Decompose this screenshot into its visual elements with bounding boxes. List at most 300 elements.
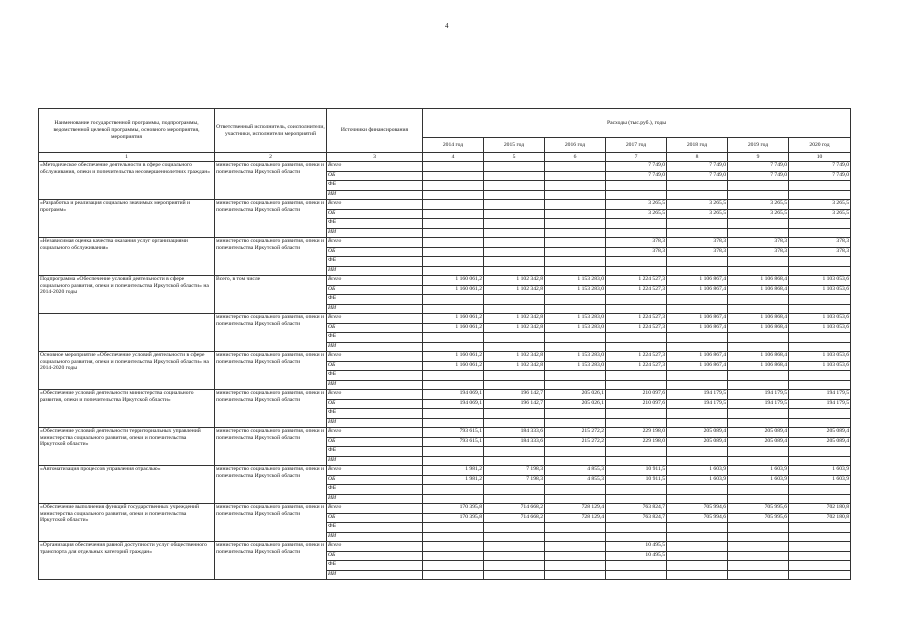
amount-cell: 205 089,4 bbox=[667, 428, 728, 438]
amount-cell bbox=[545, 485, 606, 495]
amount-cell: 1 160 061,2 bbox=[423, 352, 484, 362]
amount-cell bbox=[606, 418, 667, 428]
amount-cell bbox=[728, 257, 789, 267]
amount-cell bbox=[606, 409, 667, 419]
amount-cell: 194 179,5 bbox=[789, 399, 851, 409]
funding-source: ФБ bbox=[327, 295, 423, 305]
amount-cell bbox=[667, 266, 728, 276]
item-name: «Разработка и реализация социально значимых мероприятий и программ» bbox=[39, 200, 215, 238]
amount-cell bbox=[423, 266, 484, 276]
amount-cell: 210 097,6 bbox=[606, 399, 667, 409]
amount-cell bbox=[728, 342, 789, 352]
amount-cell: 3 265,5 bbox=[728, 200, 789, 210]
amount-cell bbox=[484, 257, 545, 267]
amount-cell: 1 224 527,3 bbox=[606, 276, 667, 286]
amount-cell: 1 102 342,8 bbox=[484, 352, 545, 362]
amount-cell: 194 179,5 bbox=[667, 399, 728, 409]
amount-cell bbox=[423, 238, 484, 248]
amount-cell bbox=[545, 418, 606, 428]
item-responsible: министерство социального развития, опеки и попечительства Иркутской области bbox=[215, 390, 327, 428]
amount-cell bbox=[728, 485, 789, 495]
header-year: 2016 год bbox=[545, 138, 606, 153]
amount-cell: 196 142,7 bbox=[484, 390, 545, 400]
header-sources: Источники финансирования bbox=[327, 109, 423, 153]
amount-cell bbox=[728, 494, 789, 504]
amount-cell: 205 026,1 bbox=[545, 399, 606, 409]
amount-cell bbox=[728, 456, 789, 466]
funding-source: ОБ bbox=[327, 475, 423, 485]
header-index: 5 bbox=[484, 153, 545, 162]
item-name: «Независимая оценка качества оказания услуг организациями социального обслуживания» bbox=[39, 238, 215, 276]
funding-source: ОБ bbox=[327, 171, 423, 181]
amount-cell bbox=[667, 494, 728, 504]
amount-cell bbox=[789, 570, 851, 580]
amount-cell: 714 668,2 bbox=[484, 513, 545, 523]
amount-cell: 194 179,5 bbox=[728, 390, 789, 400]
amount-cell bbox=[789, 257, 851, 267]
header-name: Наименование государственной программы, подпрограммы, ведомственной целевой программы, основного мероприятия, мероприятия bbox=[39, 109, 215, 153]
amount-cell bbox=[423, 485, 484, 495]
amount-cell: 1 981,2 bbox=[423, 475, 484, 485]
amount-cell: 1 106 867,4 bbox=[667, 352, 728, 362]
amount-cell bbox=[789, 456, 851, 466]
amount-cell: 10 911,5 bbox=[606, 475, 667, 485]
amount-cell: 1 224 527,3 bbox=[606, 352, 667, 362]
amount-cell: 170 395,8 bbox=[423, 513, 484, 523]
funding-source: ФБ bbox=[327, 219, 423, 229]
amount-cell: 205 089,4 bbox=[667, 437, 728, 447]
amount-cell: 184 333,6 bbox=[484, 437, 545, 447]
amount-cell bbox=[423, 494, 484, 504]
amount-cell bbox=[545, 333, 606, 343]
amount-cell: 7 749,0 bbox=[667, 162, 728, 172]
amount-cell bbox=[789, 371, 851, 381]
item-name: «Организация обеспечения равной доступности услуг общественного транспорта для отдельных категорий граждан» bbox=[39, 542, 215, 580]
amount-cell: 793 615,1 bbox=[423, 437, 484, 447]
amount-cell bbox=[545, 209, 606, 219]
amount-cell: 1 160 061,2 bbox=[423, 323, 484, 333]
amount-cell: 1 106 867,4 bbox=[667, 276, 728, 286]
amount-cell bbox=[545, 219, 606, 229]
amount-cell: 1 106 867,4 bbox=[667, 361, 728, 371]
amount-cell bbox=[484, 409, 545, 419]
funding-source: ИИ bbox=[327, 456, 423, 466]
funding-source: Всего bbox=[327, 542, 423, 552]
amount-cell bbox=[484, 171, 545, 181]
funding-source: Всего bbox=[327, 504, 423, 514]
amount-cell: 702 180,8 bbox=[789, 504, 851, 514]
amount-cell: 1 603,9 bbox=[667, 475, 728, 485]
amount-cell: 3 265,5 bbox=[728, 209, 789, 219]
item-responsible: Всего, в том числе bbox=[215, 276, 327, 314]
amount-cell: 1 106 867,4 bbox=[667, 314, 728, 324]
amount-cell bbox=[423, 257, 484, 267]
amount-cell bbox=[423, 228, 484, 238]
amount-cell bbox=[606, 532, 667, 542]
amount-cell bbox=[789, 532, 851, 542]
amount-cell bbox=[606, 257, 667, 267]
amount-cell bbox=[606, 295, 667, 305]
amount-cell bbox=[484, 570, 545, 580]
amount-cell bbox=[484, 219, 545, 229]
amount-cell: 1 103 053,6 bbox=[789, 323, 851, 333]
amount-cell bbox=[667, 561, 728, 571]
amount-cell bbox=[728, 304, 789, 314]
amount-cell: 205 089,4 bbox=[728, 428, 789, 438]
amount-cell: 1 160 061,2 bbox=[423, 314, 484, 324]
amount-cell: 705 995,6 bbox=[728, 513, 789, 523]
amount-cell bbox=[789, 447, 851, 457]
amount-cell bbox=[545, 238, 606, 248]
amount-cell bbox=[606, 371, 667, 381]
amount-cell: 1 153 283,0 bbox=[545, 352, 606, 362]
funding-source: ОБ bbox=[327, 437, 423, 447]
amount-cell bbox=[484, 266, 545, 276]
amount-cell bbox=[728, 181, 789, 191]
amount-cell: 1 603,9 bbox=[667, 466, 728, 476]
amount-cell bbox=[728, 333, 789, 343]
amount-cell: 7 749,0 bbox=[728, 171, 789, 181]
amount-cell bbox=[728, 418, 789, 428]
item-responsible: министерство социального развития, опеки и попечительства Иркутской области bbox=[215, 238, 327, 276]
amount-cell: 7 749,0 bbox=[606, 171, 667, 181]
amount-cell bbox=[484, 418, 545, 428]
amount-cell: 1 102 342,8 bbox=[484, 276, 545, 286]
amount-cell bbox=[423, 247, 484, 257]
amount-cell bbox=[789, 409, 851, 419]
amount-cell: 215 272,2 bbox=[545, 437, 606, 447]
amount-cell bbox=[667, 551, 728, 561]
amount-cell: 1 103 053,6 bbox=[789, 276, 851, 286]
amount-cell bbox=[606, 304, 667, 314]
funding-source: ИИ bbox=[327, 304, 423, 314]
amount-cell bbox=[667, 409, 728, 419]
amount-cell: 378,3 bbox=[728, 238, 789, 248]
header-index: 8 bbox=[667, 153, 728, 162]
amount-cell bbox=[484, 295, 545, 305]
amount-cell: 7 749,0 bbox=[789, 162, 851, 172]
amount-cell bbox=[728, 532, 789, 542]
item-responsible: министерство социального развития, опеки и попечительства Иркутской области bbox=[215, 314, 327, 352]
table-row bbox=[39, 276, 851, 286]
amount-cell bbox=[667, 570, 728, 580]
funding-source: ОБ bbox=[327, 285, 423, 295]
funding-source: ИИ bbox=[327, 266, 423, 276]
amount-cell: 170 395,8 bbox=[423, 504, 484, 514]
funding-source: ИИ bbox=[327, 190, 423, 200]
amount-cell bbox=[545, 228, 606, 238]
amount-cell bbox=[423, 447, 484, 457]
amount-cell: 1 102 342,8 bbox=[484, 314, 545, 324]
amount-cell: 3 265,5 bbox=[606, 209, 667, 219]
table-row bbox=[39, 200, 851, 210]
amount-cell: 378,3 bbox=[667, 247, 728, 257]
amount-cell bbox=[667, 257, 728, 267]
amount-cell: 4 855,3 bbox=[545, 475, 606, 485]
amount-cell: 1 106 868,4 bbox=[728, 314, 789, 324]
amount-cell: 705 995,6 bbox=[728, 504, 789, 514]
amount-cell bbox=[545, 371, 606, 381]
amount-cell: 763 824,7 bbox=[606, 513, 667, 523]
amount-cell: 378,3 bbox=[789, 247, 851, 257]
amount-cell: 194 179,5 bbox=[728, 399, 789, 409]
amount-cell: 1 153 283,0 bbox=[545, 323, 606, 333]
amount-cell: 3 265,5 bbox=[789, 209, 851, 219]
amount-cell bbox=[728, 228, 789, 238]
funding-source: ИИ bbox=[327, 380, 423, 390]
funding-source: Всего bbox=[327, 162, 423, 172]
amount-cell bbox=[423, 523, 484, 533]
amount-cell: 194 069,1 bbox=[423, 390, 484, 400]
amount-cell bbox=[484, 238, 545, 248]
amount-cell bbox=[545, 257, 606, 267]
amount-cell bbox=[667, 295, 728, 305]
amount-cell bbox=[789, 181, 851, 191]
item-responsible: министерство социального развития, опеки и попечительства Иркутской области bbox=[215, 428, 327, 466]
amount-cell bbox=[423, 561, 484, 571]
amount-cell bbox=[545, 542, 606, 552]
header-year: 2015 год bbox=[484, 138, 545, 153]
funding-source: ИИ bbox=[327, 228, 423, 238]
amount-cell: 378,3 bbox=[789, 238, 851, 248]
amount-cell bbox=[606, 219, 667, 229]
amount-cell bbox=[728, 570, 789, 580]
amount-cell: 3 265,5 bbox=[606, 200, 667, 210]
amount-cell: 205 089,4 bbox=[789, 437, 851, 447]
amount-cell: 1 153 283,0 bbox=[545, 314, 606, 324]
amount-cell: 378,3 bbox=[606, 247, 667, 257]
amount-cell: 229 198,0 bbox=[606, 437, 667, 447]
header-index: 4 bbox=[423, 153, 484, 162]
amount-cell bbox=[606, 181, 667, 191]
table-row bbox=[39, 314, 851, 324]
amount-cell: 194 179,5 bbox=[789, 390, 851, 400]
amount-cell bbox=[728, 219, 789, 229]
amount-cell: 1 603,9 bbox=[789, 475, 851, 485]
amount-cell bbox=[728, 561, 789, 571]
amount-cell bbox=[545, 409, 606, 419]
amount-cell bbox=[667, 219, 728, 229]
amount-cell bbox=[484, 447, 545, 457]
amount-cell: 714 668,2 bbox=[484, 504, 545, 514]
funding-source: Всего bbox=[327, 466, 423, 476]
header-index: 6 bbox=[545, 153, 606, 162]
funding-source: Всего bbox=[327, 200, 423, 210]
amount-cell bbox=[423, 181, 484, 191]
amount-cell bbox=[606, 456, 667, 466]
amount-cell bbox=[423, 171, 484, 181]
amount-cell: 1 103 053,6 bbox=[789, 314, 851, 324]
amount-cell bbox=[606, 561, 667, 571]
amount-cell bbox=[423, 570, 484, 580]
amount-cell bbox=[789, 219, 851, 229]
amount-cell bbox=[728, 371, 789, 381]
amount-cell bbox=[423, 304, 484, 314]
funding-source: ОБ bbox=[327, 551, 423, 561]
table-row bbox=[39, 428, 851, 438]
funding-source: Всего bbox=[327, 314, 423, 324]
amount-cell bbox=[789, 380, 851, 390]
amount-cell bbox=[667, 228, 728, 238]
amount-cell bbox=[423, 333, 484, 343]
funding-source: ОБ bbox=[327, 323, 423, 333]
amount-cell bbox=[484, 162, 545, 172]
item-name: «Автоматизация процессов управления отраслью» bbox=[39, 466, 215, 504]
amount-cell bbox=[484, 333, 545, 343]
amount-cell bbox=[423, 295, 484, 305]
amount-cell bbox=[484, 247, 545, 257]
amount-cell bbox=[545, 342, 606, 352]
amount-cell: 205 089,4 bbox=[728, 437, 789, 447]
item-responsible: министерство социального развития, опеки и попечительства Иркутской области bbox=[215, 162, 327, 200]
amount-cell bbox=[667, 304, 728, 314]
amount-cell bbox=[545, 532, 606, 542]
amount-cell bbox=[484, 228, 545, 238]
amount-cell: 1 102 342,8 bbox=[484, 361, 545, 371]
amount-cell bbox=[789, 228, 851, 238]
amount-cell bbox=[545, 266, 606, 276]
table-row bbox=[39, 542, 851, 552]
funding-source: ФБ bbox=[327, 485, 423, 495]
amount-cell: 4 855,3 bbox=[545, 466, 606, 476]
amount-cell bbox=[789, 418, 851, 428]
item-responsible: министерство социального развития, опеки и попечительства Иркутской области bbox=[215, 542, 327, 580]
amount-cell bbox=[667, 342, 728, 352]
amount-cell: 7 749,0 bbox=[728, 162, 789, 172]
amount-cell bbox=[423, 551, 484, 561]
funding-source: ФБ bbox=[327, 181, 423, 191]
amount-cell bbox=[606, 485, 667, 495]
amount-cell bbox=[484, 181, 545, 191]
amount-cell: 705 994,6 bbox=[667, 513, 728, 523]
amount-cell: 378,3 bbox=[606, 238, 667, 248]
amount-cell bbox=[423, 209, 484, 219]
amount-cell bbox=[423, 409, 484, 419]
amount-cell: 1 153 283,0 bbox=[545, 361, 606, 371]
amount-cell bbox=[606, 190, 667, 200]
header-year: 2017 год bbox=[606, 138, 667, 153]
amount-cell bbox=[606, 342, 667, 352]
amount-cell bbox=[606, 333, 667, 343]
amount-cell bbox=[667, 190, 728, 200]
amount-cell bbox=[728, 380, 789, 390]
amount-cell: 1 153 283,0 bbox=[545, 285, 606, 295]
amount-cell: 7 749,0 bbox=[606, 162, 667, 172]
funding-source: Всего bbox=[327, 428, 423, 438]
amount-cell: 1 981,2 bbox=[423, 466, 484, 476]
amount-cell: 3 265,5 bbox=[667, 200, 728, 210]
amount-cell bbox=[545, 247, 606, 257]
amount-cell: 1 603,9 bbox=[789, 466, 851, 476]
amount-cell: 1 160 061,2 bbox=[423, 361, 484, 371]
header-index: 1 bbox=[39, 153, 215, 162]
amount-cell bbox=[606, 570, 667, 580]
amount-cell: 705 994,6 bbox=[667, 504, 728, 514]
amount-cell bbox=[789, 304, 851, 314]
funding-source: ФБ bbox=[327, 257, 423, 267]
amount-cell: 3 265,5 bbox=[667, 209, 728, 219]
amount-cell bbox=[545, 561, 606, 571]
table-row bbox=[39, 504, 851, 514]
amount-cell bbox=[789, 342, 851, 352]
amount-cell: 793 615,1 bbox=[423, 428, 484, 438]
amount-cell bbox=[789, 266, 851, 276]
amount-cell bbox=[728, 295, 789, 305]
amount-cell: 184 333,6 bbox=[484, 428, 545, 438]
amount-cell bbox=[728, 190, 789, 200]
amount-cell bbox=[545, 551, 606, 561]
amount-cell bbox=[484, 551, 545, 561]
amount-cell: 1 153 283,0 bbox=[545, 276, 606, 286]
table-row bbox=[39, 390, 851, 400]
amount-cell bbox=[789, 551, 851, 561]
amount-cell: 1 106 868,4 bbox=[728, 323, 789, 333]
amount-cell: 205 089,4 bbox=[789, 428, 851, 438]
amount-cell: 728 129,4 bbox=[545, 513, 606, 523]
item-responsible: министерство социального развития, опеки и попечительства Иркутской области bbox=[215, 466, 327, 504]
amount-cell bbox=[667, 418, 728, 428]
amount-cell bbox=[484, 304, 545, 314]
item-name: Основное мероприятие «Обеспечение условий деятельности в сфере социального развития, опеки и попечительства Иркутской области» на 2014-2020 годы bbox=[39, 352, 215, 390]
amount-cell bbox=[728, 542, 789, 552]
amount-cell: 10 911,5 bbox=[606, 466, 667, 476]
funding-source: ФБ bbox=[327, 523, 423, 533]
amount-cell bbox=[545, 523, 606, 533]
header-expenses: Расходы (тыс.руб.), годы bbox=[423, 109, 851, 138]
amount-cell bbox=[484, 371, 545, 381]
amount-cell: 1 603,9 bbox=[728, 466, 789, 476]
amount-cell bbox=[545, 304, 606, 314]
amount-cell bbox=[667, 485, 728, 495]
amount-cell: 1 603,9 bbox=[728, 475, 789, 485]
item-responsible: министерство социального развития, опеки и попечительства Иркутской области bbox=[215, 504, 327, 542]
amount-cell bbox=[606, 228, 667, 238]
amount-cell bbox=[728, 551, 789, 561]
header-year: 2020 год bbox=[789, 138, 851, 153]
amount-cell: 1 102 342,8 bbox=[484, 323, 545, 333]
amount-cell: 210 097,6 bbox=[606, 390, 667, 400]
funding-source: ФБ bbox=[327, 561, 423, 571]
amount-cell bbox=[545, 200, 606, 210]
amount-cell bbox=[484, 342, 545, 352]
amount-cell: 7 198,3 bbox=[484, 475, 545, 485]
item-responsible: министерство социального развития, опеки и попечительства Иркутской области bbox=[215, 352, 327, 390]
amount-cell bbox=[667, 447, 728, 457]
amount-cell bbox=[484, 209, 545, 219]
funding-source: ОБ bbox=[327, 513, 423, 523]
header-index: 10 bbox=[789, 153, 851, 162]
funding-source: ОБ bbox=[327, 361, 423, 371]
table-row bbox=[39, 466, 851, 476]
amount-cell bbox=[545, 380, 606, 390]
item-name: «Методическое обеспечение деятельности в сфере социального обслуживания, опеки и попечительства несовершеннолетних граждан» bbox=[39, 162, 215, 200]
item-name: «Обеспечение условий деятельности министерства социального развития, опеки и попечительства Иркутской области» bbox=[39, 390, 215, 428]
amount-cell: 1 224 527,3 bbox=[606, 361, 667, 371]
amount-cell: 378,3 bbox=[728, 247, 789, 257]
amount-cell: 1 106 867,4 bbox=[667, 285, 728, 295]
amount-cell bbox=[423, 542, 484, 552]
amount-cell bbox=[728, 409, 789, 419]
amount-cell: 1 224 527,3 bbox=[606, 314, 667, 324]
funding-source: ФБ bbox=[327, 371, 423, 381]
amount-cell: 1 106 868,4 bbox=[728, 361, 789, 371]
amount-cell: 7 198,3 bbox=[484, 466, 545, 476]
amount-cell bbox=[728, 266, 789, 276]
amount-cell: 1 103 053,6 bbox=[789, 361, 851, 371]
amount-cell bbox=[545, 494, 606, 504]
amount-cell: 1 106 868,4 bbox=[728, 276, 789, 286]
financing-table bbox=[38, 108, 851, 580]
